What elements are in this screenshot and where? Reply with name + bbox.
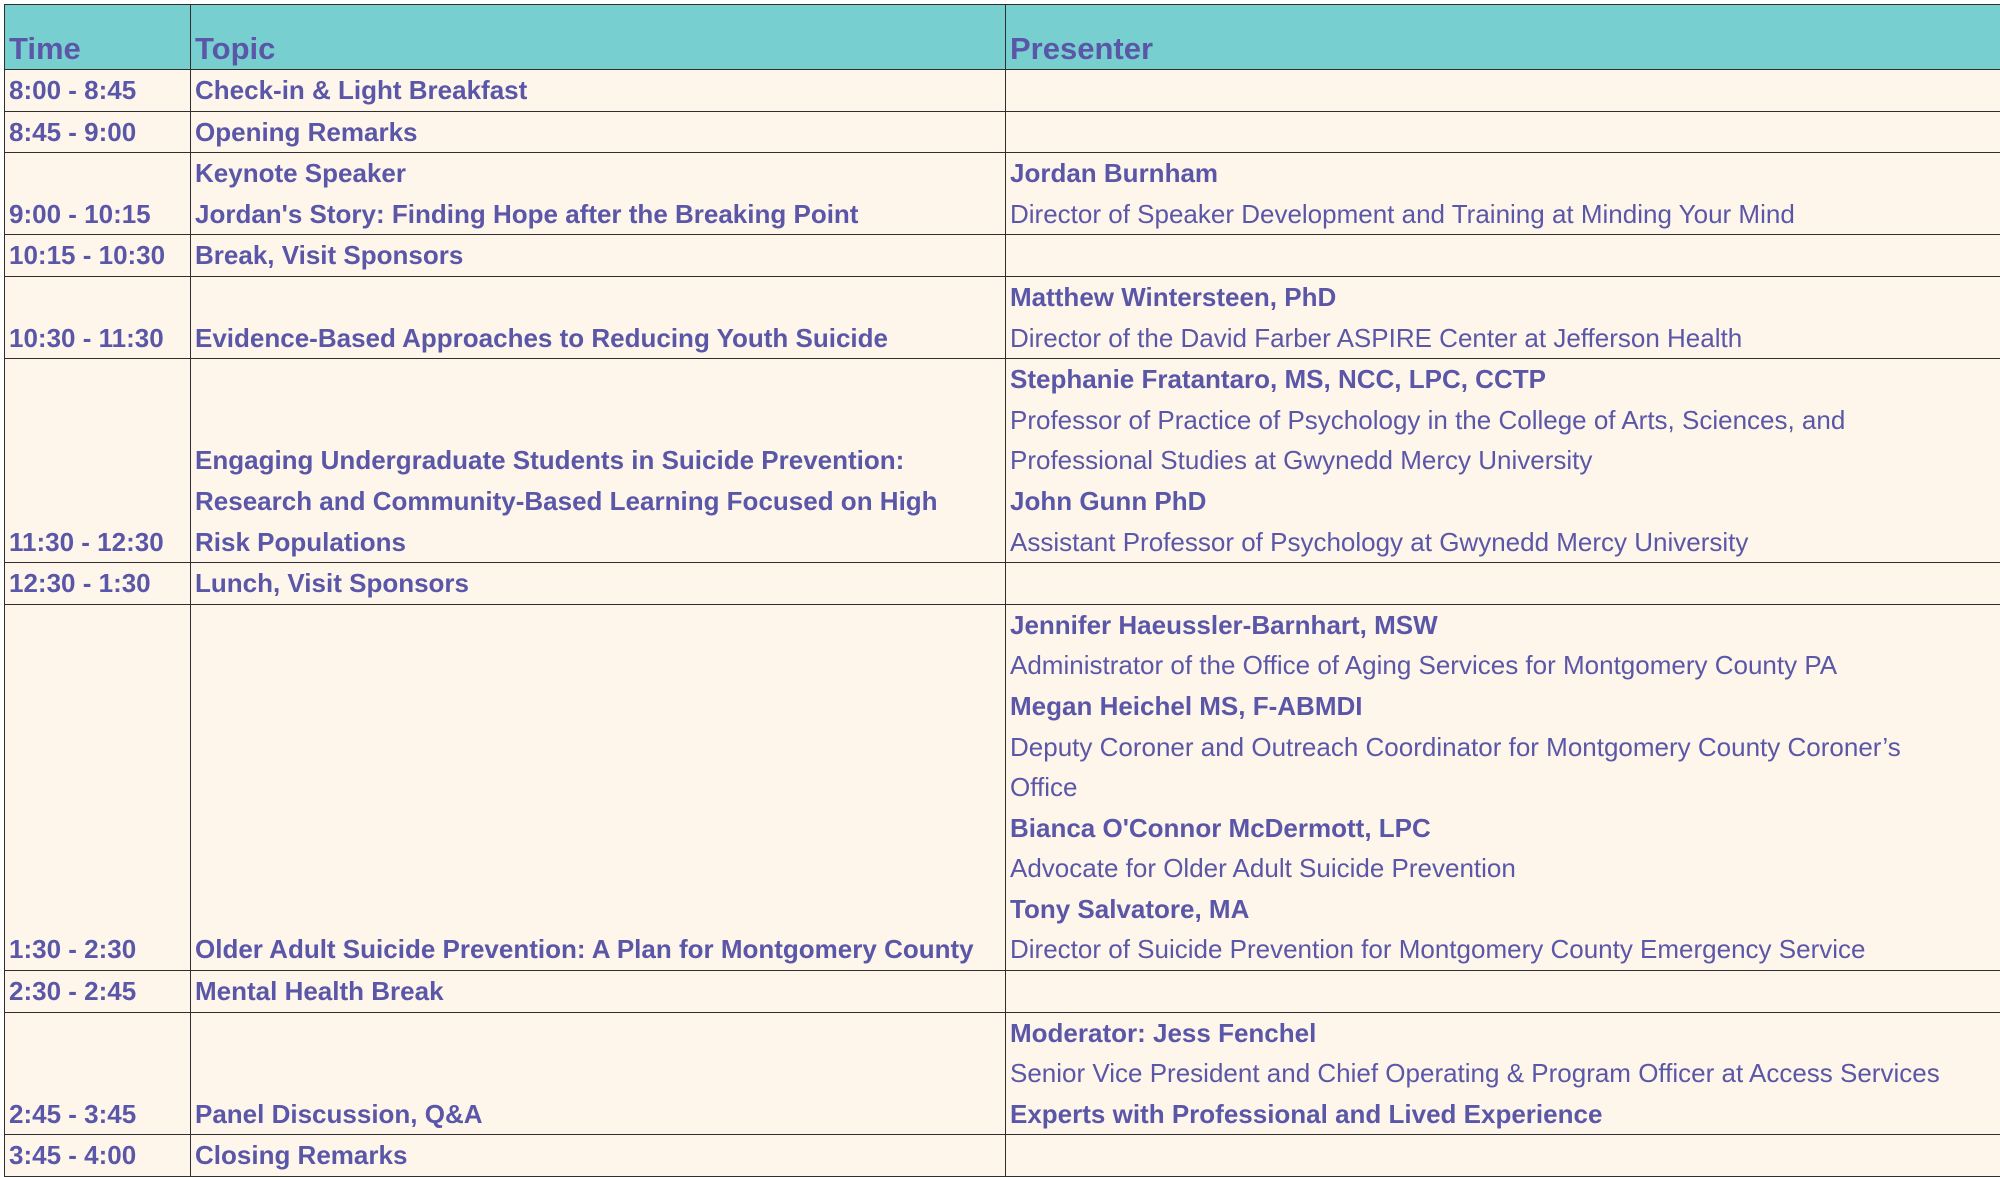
topic-cell[interactable]	[191, 70, 1006, 112]
topic-line: Break, Visit Sponsors	[195, 235, 1005, 276]
header-row	[5, 5, 2000, 70]
presenter-title: Administrator of the Office of Aging Services for Montgomery County PA	[1010, 645, 2000, 686]
presenter-name: Experts with Professional and Lived Experience	[1010, 1094, 2000, 1135]
agenda-row	[5, 1012, 2000, 1135]
presenter-cell[interactable]	[1006, 235, 2000, 277]
agenda-sheet	[4, 4, 2000, 1177]
presenter-name: Jennifer Haeussler-Barnhart, MSW	[1010, 605, 2000, 646]
agenda-table	[4, 4, 2000, 1177]
presenter-cell[interactable]	[1006, 359, 2000, 563]
topic-line: Evidence-Based Approaches to Reducing Youth Suicide	[195, 318, 1005, 359]
topic-cell[interactable]	[191, 971, 1006, 1013]
topic-line: Lunch, Visit Sponsors	[195, 563, 1005, 604]
topic-cell[interactable]	[191, 111, 1006, 153]
presenter-cell[interactable]	[1006, 604, 2000, 970]
presenter-cell[interactable]	[1006, 1135, 2000, 1177]
topic-cell[interactable]	[191, 604, 1006, 970]
time-cell[interactable]: 11:30 - 12:30	[5, 359, 191, 563]
agenda-row	[5, 971, 2000, 1013]
topic-line: Check-in & Light Breakfast	[195, 70, 1005, 111]
agenda-row	[5, 359, 2000, 563]
presenter-name: Jordan Burnham	[1010, 153, 2000, 194]
topic-line: Panel Discussion, Q&A	[195, 1094, 1005, 1135]
topic-line: Closing Remarks	[195, 1135, 1005, 1176]
time-cell[interactable]: 8:00 - 8:45	[5, 70, 191, 112]
topic-line: Research and Community-Based Learning Focused on High	[195, 481, 1005, 522]
topic-line: Engaging Undergraduate Students in Suicide Prevention:	[195, 440, 1005, 481]
agenda-row	[5, 276, 2000, 358]
presenter-title: Professional Studies at Gwynedd Mercy University	[1010, 440, 2000, 481]
presenter-title: Director of the David Farber ASPIRE Center at Jefferson Health	[1010, 318, 2000, 359]
topic-line: Keynote Speaker	[195, 153, 1005, 194]
time-cell[interactable]: 2:30 - 2:45	[5, 971, 191, 1013]
presenter-title: Senior Vice President and Chief Operating & Program Officer at Access Services	[1010, 1053, 2000, 1094]
presenter-title: Professor of Practice of Psychology in the College of Arts, Sciences, and	[1010, 400, 2000, 441]
topic-line: Risk Populations	[195, 522, 1005, 563]
presenter-name: John Gunn PhD	[1010, 481, 2000, 522]
time-cell[interactable]: 8:45 - 9:00	[5, 111, 191, 153]
presenter-title: Assistant Professor of Psychology at Gwynedd Mercy University	[1010, 522, 2000, 563]
presenter-name: Matthew Wintersteen, PhD	[1010, 277, 2000, 318]
agenda-row	[5, 604, 2000, 970]
agenda-row	[5, 563, 2000, 605]
topic-cell[interactable]	[191, 235, 1006, 277]
topic-cell[interactable]	[191, 359, 1006, 563]
agenda-row	[5, 1135, 2000, 1177]
time-cell[interactable]: 2:45 - 3:45	[5, 1012, 191, 1135]
presenter-cell[interactable]	[1006, 276, 2000, 358]
topic-line: Mental Health Break	[195, 971, 1005, 1012]
presenter-name: Moderator: Jess Fenchel	[1010, 1013, 2000, 1054]
topic-line: Jordan's Story: Finding Hope after the Breaking Point	[195, 194, 1005, 235]
topic-cell[interactable]	[191, 563, 1006, 605]
presenter-title: Director of Suicide Prevention for Montgomery County Emergency Service	[1010, 929, 2000, 970]
time-cell[interactable]: 1:30 - 2:30	[5, 604, 191, 970]
presenter-title: Director of Speaker Development and Training at Minding Your Mind	[1010, 194, 2000, 235]
topic-cell[interactable]	[191, 276, 1006, 358]
header-time[interactable]: Time	[5, 5, 191, 70]
time-cell[interactable]: 3:45 - 4:00	[5, 1135, 191, 1177]
topic-cell[interactable]	[191, 1135, 1006, 1177]
presenter-title: Advocate for Older Adult Suicide Prevention	[1010, 848, 2000, 889]
agenda-body	[5, 70, 2000, 1177]
topic-line: Opening Remarks	[195, 112, 1005, 153]
time-cell[interactable]: 12:30 - 1:30	[5, 563, 191, 605]
presenter-title: Office	[1010, 767, 2000, 808]
header-presenter[interactable]: Presenter	[1006, 5, 2000, 70]
agenda-row	[5, 70, 2000, 112]
presenter-cell[interactable]	[1006, 971, 2000, 1013]
time-cell[interactable]: 10:15 - 10:30	[5, 235, 191, 277]
agenda-row	[5, 111, 2000, 153]
topic-cell[interactable]	[191, 1012, 1006, 1135]
presenter-name: Tony Salvatore, MA	[1010, 889, 2000, 930]
presenter-name: Stephanie Fratantaro, MS, NCC, LPC, CCTP	[1010, 359, 2000, 400]
topic-line: Older Adult Suicide Prevention: A Plan for Montgomery County	[195, 929, 1005, 970]
header-topic[interactable]: Topic	[191, 5, 1006, 70]
presenter-name: Megan Heichel MS, F-ABMDI	[1010, 686, 2000, 727]
presenter-cell[interactable]	[1006, 563, 2000, 605]
agenda-row	[5, 235, 2000, 277]
presenter-cell[interactable]	[1006, 153, 2000, 235]
time-cell[interactable]: 9:00 - 10:15	[5, 153, 191, 235]
presenter-cell[interactable]	[1006, 1012, 2000, 1135]
topic-cell[interactable]	[191, 153, 1006, 235]
presenter-title: Deputy Coroner and Outreach Coordinator for Montgomery County Coroner’s	[1010, 727, 2000, 768]
presenter-cell[interactable]	[1006, 70, 2000, 112]
presenter-name: Bianca O'Connor McDermott, LPC	[1010, 808, 2000, 849]
presenter-cell[interactable]	[1006, 111, 2000, 153]
time-cell[interactable]: 10:30 - 11:30	[5, 276, 191, 358]
agenda-row	[5, 153, 2000, 235]
